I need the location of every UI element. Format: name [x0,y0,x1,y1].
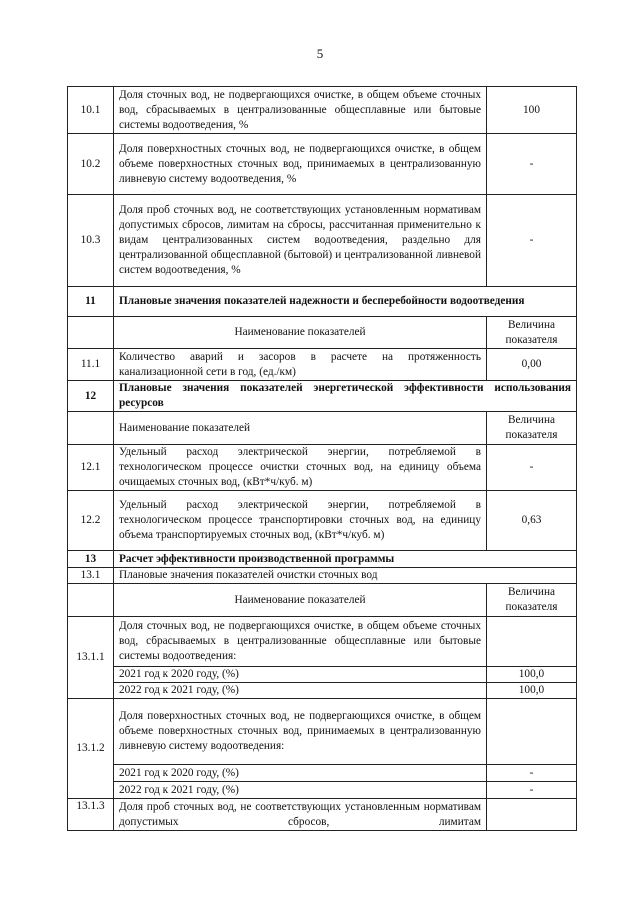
row-value: - [487,765,577,782]
header-value: Величина показателя [487,412,577,445]
subsection-row [68,568,577,584]
header-row [68,412,577,445]
row-number: 13.1.3 [68,799,114,831]
row-value: 0,00 [487,349,577,381]
header-empty [68,412,114,445]
row-text: 2021 год к 2020 году, (%) [114,765,487,782]
row-value: - [487,195,577,287]
table-row [68,134,577,195]
row-text: Доля сточных вод, не подвергающихся очистке, в общем объеме сточных вод, сбрасываемых в централизованные общесплавные или бытовые системы водоотведения: [114,617,487,667]
header-name: Наименование показателей [114,412,487,445]
row-number: 12.2 [68,491,114,551]
header-value: Величина показателя [487,317,577,349]
table-row [68,667,577,683]
row-value: - [487,134,577,195]
row-number: 13.1.2 [68,699,114,799]
row-text: Количество аварий и засоров в расчете на протяженность канализационной сети в год, (ед./км) [114,349,487,381]
row-text: Доля поверхностных сточных вод, не подвергающихся очистке, в общем объеме поверхностных сточных вод, принимаемых в централизованную ливневую систему водоотведения: [114,699,487,765]
row-number: 12.1 [68,445,114,491]
row-number: 10.1 [68,87,114,134]
row-number: 13.1.1 [68,617,114,699]
table-row [68,491,577,551]
section-row [68,287,577,317]
row-text: Доля сточных вод, не подвергающихся очистке, в общем объеме сточных вод, сбрасываемых в централизованные общесплавные или бытовые системы водоотведения, % [114,87,487,134]
section-title: Плановые значения показателей энергетической эффективности использования ресурсов [114,381,577,412]
table-row [68,195,577,287]
header-empty [68,317,114,349]
table-row [68,617,577,667]
row-number: 11.1 [68,349,114,381]
row-value [487,799,577,831]
section-title: Расчет эффективности производственной программы [114,551,577,568]
table-row [68,765,577,782]
indicators-table [67,86,577,831]
header-name: Наименование показателей [114,584,487,617]
row-text: Доля проб сточных вод, не соответствующих установленным нормативам допустимых сбросов, лимитам [114,799,487,831]
header-name: Наименование показателей [114,317,487,349]
subsection-title: Плановые значения показателей очистки сточных вод [114,568,577,584]
header-row [68,317,577,349]
table-row [68,683,577,699]
row-value [487,699,577,765]
section-number: 12 [68,381,114,412]
table-row [68,782,577,799]
section-number: 11 [68,287,114,317]
row-text: 2021 год к 2020 году, (%) [114,667,487,683]
row-text: Доля поверхностных сточных вод, не подвергающихся очистке, в общем объеме поверхностных сточных вод, принимаемых в централизованную ливневую систему водоотведения, % [114,134,487,195]
row-value: 0,63 [487,491,577,551]
header-value: Величина показателя [487,584,577,617]
row-value: 100 [487,87,577,134]
table-row [68,445,577,491]
section-row [68,381,577,412]
table-row [68,799,577,831]
row-value [487,617,577,667]
row-number: 10.2 [68,134,114,195]
row-text: Удельный расход электрической энергии, потребляемой в технологическом процессе очистки сточных вод, на единицу объема очищаемых сточных вод, (кВт*ч/куб. м) [114,445,487,491]
table-row [68,349,577,381]
section-row [68,551,577,568]
table-row [68,87,577,134]
row-value: - [487,445,577,491]
row-text: 2022 год к 2021 году, (%) [114,683,487,699]
section-title: Плановые значения показателей надежности и бесперебойности водоотведения [114,287,577,317]
header-empty [68,584,114,617]
section-number: 13 [68,551,114,568]
row-text: Удельный расход электрической энергии, потребляемой в технологическом процессе транспортировки сточных вод, на единицу объема транспортируемых сточных вод, (кВт*ч/куб. м) [114,491,487,551]
row-value: 100,0 [487,667,577,683]
row-value: 100,0 [487,683,577,699]
header-row [68,584,577,617]
row-text: Доля проб сточных вод, не соответствующих установленным нормативам допустимых сбросов, лимитам на сбросы, рассчитанная применительно к видам централизованных систем водоотведения, раздельно для централизованной общесплавной (бытовой) и централизованной ливневой систем водоотведения, % [114,195,487,287]
page-number: 5 [316,46,324,61]
row-text: 2022 год к 2021 году, (%) [114,782,487,799]
subsection-number: 13.1 [68,568,114,584]
row-number: 10.3 [68,195,114,287]
row-value: - [487,782,577,799]
table-row [68,699,577,765]
